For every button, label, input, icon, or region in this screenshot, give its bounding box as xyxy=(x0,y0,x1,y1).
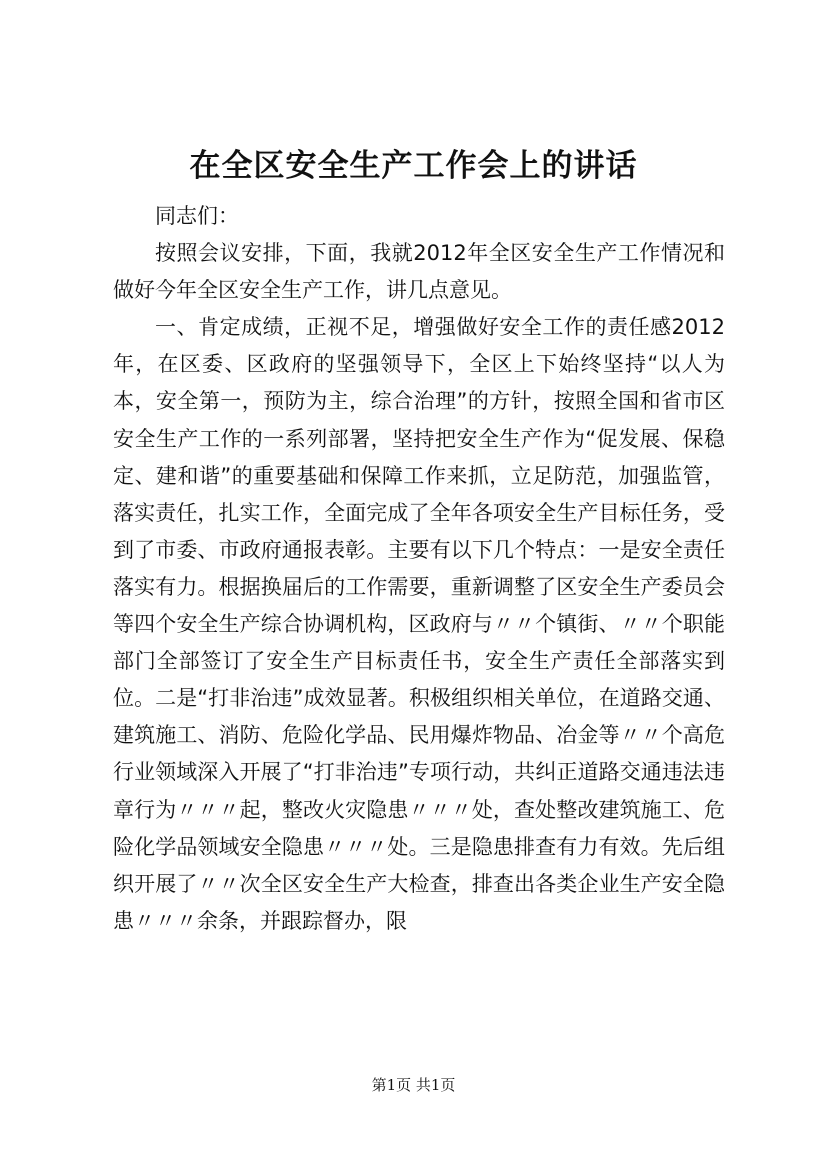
document-title: 在全区安全生产工作会上的讲话 xyxy=(189,148,638,184)
document-body xyxy=(113,198,725,940)
page-footer: 第1页 共1页 xyxy=(371,1076,456,1094)
greeting: 同志们： xyxy=(155,204,239,228)
paragraph-section-one: 一、肯定成绩，正视不足，增强做好安全工作的责任感2012年，在区委、区政府的坚强领导下，全区上下始终坚持“以人为本，安全第一，预防为主，综合治理”的方针，按照全国和省市区安全生产工作的一系列部署，坚持把安全生产作为“促发展、保稳定、建和谐”的重要基础和保障工作来抓，立足防范，加强监管，落实责任，扎实工作，全面完成了全年各项安全生产目标任务，受到了市委、市政府通报表彰。主要有以下几个特点：一是安全责任落实有力。根据换届后的工作需要，重新调整了区安全生产委员会等四个安全生产综合协调机构，区政府与〃〃个镇街、〃〃个职能部门全部签订了安全生产目标责任书，安全生产责任全部落实到位。二是“打非治违”成效显著。积极组织相关单位，在道路交通、建筑施工、消防、危险化学品、民用爆炸物品、冶金等〃〃个高危行业领域深入开展了“打非治违”专项行动，共纠正道路交通违法违章行为〃〃〃起，整改火灾隐患〃〃〃处，查处整改建筑施工、危险化学品领域安全隐患〃〃〃处。三是隐患排查有力有效。先后组织开展了〃〃次全区安全生产大检查，排查出各类企业生产安全隐患〃〃〃余条，并跟踪督办，限 xyxy=(113,315,725,933)
paragraph-intro: 按照会议安排，下面，我就2012年全区安全生产工作情况和做好今年全区安全生产工作，讲几点意见。 xyxy=(113,241,725,303)
